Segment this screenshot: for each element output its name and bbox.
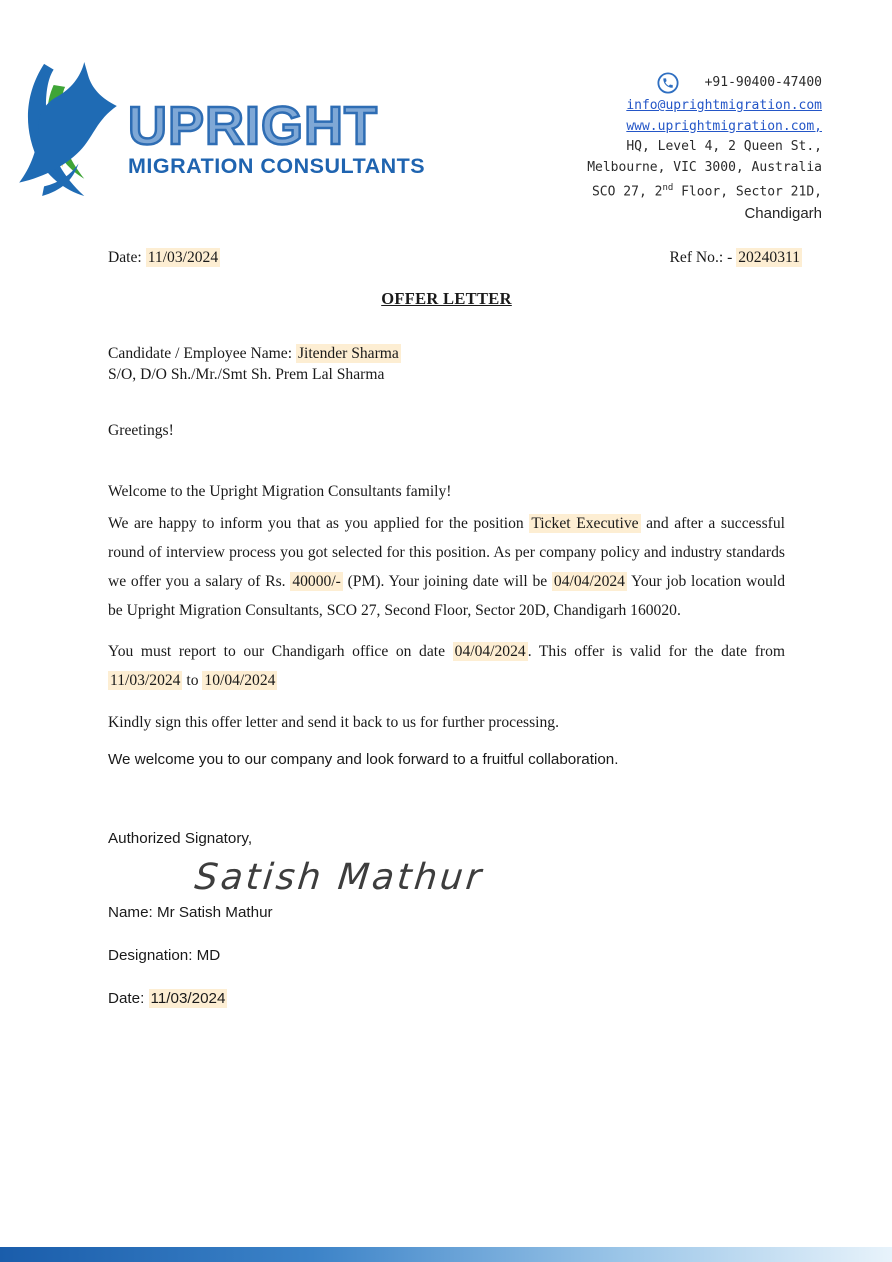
candidate-parent-line: S/O, D/O Sh./Mr./Smt Sh. Prem Lal Sharma — [108, 366, 385, 384]
date-value: 11/03/2024 — [147, 249, 219, 267]
logo-subtitle: MIGRATION CONSULTANTS — [128, 154, 426, 178]
email-link[interactable]: info@uprightmigration.com — [626, 98, 822, 113]
joining-date-value: 04/04/2024 — [553, 573, 625, 591]
address-line-4: Chandigarh — [744, 204, 822, 222]
candidate-name: Jitender Sharma — [297, 345, 399, 363]
signatory-designation-line: Designation: MD — [108, 947, 221, 965]
company-logo — [14, 62, 425, 196]
letter-content — [108, 249, 800, 1008]
welcome-line: Welcome to the Upright Migration Consultants family! — [108, 483, 452, 501]
phone-icon — [657, 72, 679, 94]
position-value: Ticket Executive — [531, 515, 639, 533]
reporting-paragraph — [108, 637, 785, 695]
address-line-2: Melbourne, VIC 3000, Australia — [587, 159, 822, 175]
candidate-block — [108, 343, 785, 385]
address-line-3 — [587, 178, 822, 203]
signatory-date-line — [108, 990, 785, 1007]
contact-block — [587, 72, 822, 224]
signatory-name-line: Name: Mr Satish Mathur — [108, 904, 273, 922]
meta-row — [108, 249, 802, 267]
email-line — [587, 96, 822, 117]
salary-value: 40000/- — [292, 573, 341, 591]
phone-number: +91-90400-47400 — [704, 74, 822, 90]
page-title: OFFER LETTER — [381, 289, 512, 309]
p1-text: We are happy to inform you that as you applied for the position — [108, 515, 530, 533]
ref-value: 20240311 — [738, 249, 800, 267]
valid-to-value: 10/04/2024 — [204, 672, 276, 690]
address-line-1: HQ, Level 4, 2 Queen St., — [626, 139, 822, 154]
signatory-date-value: 11/03/2024 — [150, 990, 226, 1008]
report-date-value: 04/04/2024 — [454, 643, 526, 661]
letterhead — [0, 0, 892, 224]
phone-line — [587, 72, 822, 94]
address-line-3-text: SCO 27, 2 — [591, 184, 663, 200]
letter-date — [108, 249, 220, 267]
website-link[interactable]: www.uprightmigration.com, — [626, 118, 822, 134]
logo-text — [128, 96, 426, 179]
ref-number — [670, 249, 803, 267]
website-line — [587, 117, 822, 138]
p1-text-4: Your job location would be Upright Migration Consultants, SCO 27, Second Floor, Sector 20D, Chandigarh 160020. — [108, 573, 785, 620]
p1-text-2: and after a successful round of interview process you got selected for this position. As per company policy and industry standards we offer you a salary of Rs. — [108, 515, 785, 591]
signatory-date-label: Date: — [108, 990, 145, 1008]
p2-text: You must report to our Chandigarh office on date — [108, 643, 453, 661]
authorized-signatory-label: Authorized Signatory, — [108, 830, 253, 848]
sign-request-paragraph: Kindly sign this offer letter and send it back to us for further processing. — [108, 714, 559, 732]
closing-paragraph: We welcome you to our company and look forward to a fruitful collaboration. — [108, 751, 619, 769]
date-label: Date: — [108, 249, 142, 267]
p1-text-3: (PM). Your joining date will be — [342, 573, 552, 591]
candidate-label: Candidate / Employee Name: — [108, 345, 293, 363]
candidate-name-line — [108, 343, 785, 364]
p2-text-2: . This offer is valid for the date from — [527, 643, 786, 661]
p2-text-3: to — [182, 672, 203, 690]
signature-handwriting: Satish Mathur — [192, 857, 486, 899]
address-line-3-superscript: nd — [662, 183, 674, 193]
offer-paragraph — [108, 509, 785, 625]
greeting-line: Greetings! — [108, 422, 174, 440]
bird-logo-icon — [14, 62, 122, 196]
address-line-3-text-end: Floor, Sector 21D, — [673, 184, 822, 200]
valid-from-value: 11/03/2024 — [110, 672, 181, 690]
logo-title: UPRIGHT — [128, 96, 378, 156]
ref-label: Ref No.: - — [669, 249, 733, 267]
footer-accent-bar — [0, 1247, 892, 1262]
